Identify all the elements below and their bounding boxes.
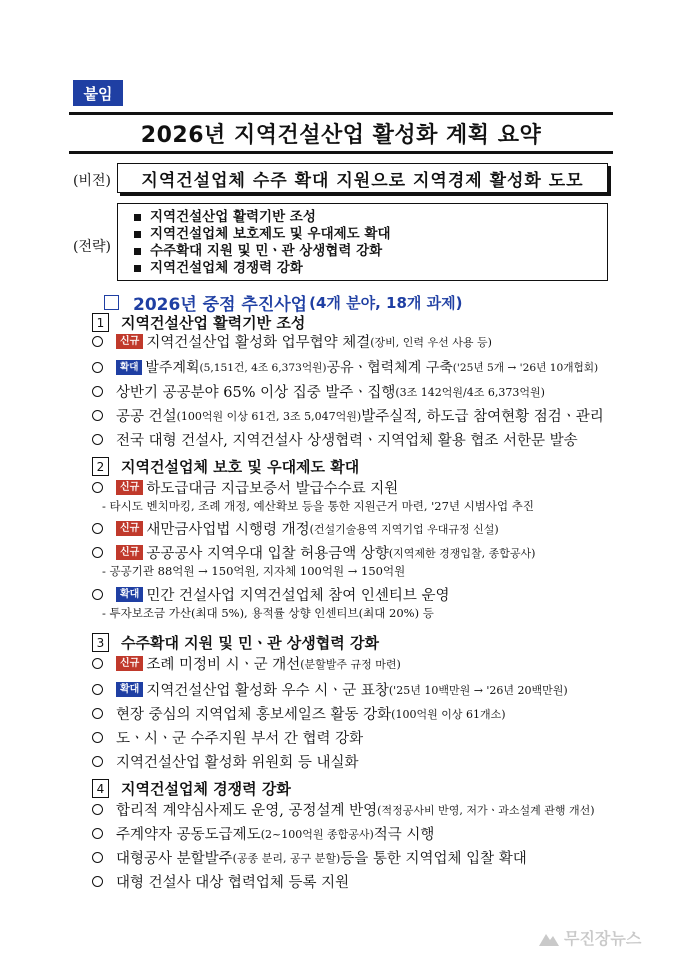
- vision-label: (비전): [73, 173, 111, 189]
- task-text: 합리적 계약심사제도 운영, 공정설계 반영: [116, 803, 378, 819]
- task-item: [92, 405, 604, 426]
- strategy-item: 지역건설업체 경쟁력 강화: [134, 260, 607, 277]
- task-item: [92, 518, 499, 539]
- task-note: (100억원 이상 61건, 3조 5,047억원): [176, 409, 362, 423]
- task-item: [92, 751, 359, 772]
- circle-bullet-icon: [92, 852, 103, 863]
- circle-bullet-icon: [92, 828, 103, 839]
- strategy-item: 지역건설산업 활력기반 조성: [134, 209, 607, 226]
- watermark-logo-icon: [538, 929, 560, 947]
- expand-badge: 확대: [116, 587, 143, 602]
- task-item: [92, 357, 598, 377]
- task-item: [92, 679, 568, 700]
- group-title: 수주확대 지원 및 민ㆍ관 상생협력 강화: [121, 634, 379, 652]
- task-item: [92, 653, 401, 674]
- task-text: 지역건설산업 활성화 위원회 등 내실화: [116, 755, 359, 771]
- square-bullet-icon: [134, 214, 141, 221]
- task-item: [92, 847, 527, 868]
- strategy-box: [117, 203, 608, 281]
- group-title: 지역건설업체 보호 및 우대제도 확대: [121, 458, 360, 476]
- task-text: 발주계획: [145, 360, 200, 376]
- expand-badge: 확대: [116, 360, 142, 375]
- task-note: (공종 분리, 공구 분할): [232, 851, 341, 865]
- circle-bullet-icon: [92, 547, 103, 558]
- task-text: 대형공사 분할발주: [116, 851, 233, 867]
- task-text: 새만금사업법 시행령 개정: [146, 522, 310, 538]
- attachment-tag: 붙임: [73, 80, 123, 106]
- task-text: 등을 통한 지역업체 입찰 확대: [340, 851, 527, 867]
- sub-detail: - 공공기관 88억원 → 150억원, 지자체 100억원 → 150억원: [102, 564, 406, 578]
- circle-bullet-icon: [92, 362, 103, 373]
- new-badge: 신규: [116, 521, 143, 536]
- square-bullet-icon: [134, 248, 141, 255]
- task-text: 상반기 공공분야 65% 이상 집중 발주ㆍ집행: [116, 385, 396, 401]
- group-heading: [92, 456, 359, 477]
- sub-detail: - 투자보조금 가산(최대 5%), 용적률 상향 인센티브(최대 20%) 등: [102, 606, 434, 620]
- task-text: 도ㆍ시ㆍ군 수주지원 부서 간 협력 강화: [116, 731, 364, 747]
- circle-bullet-icon: [92, 708, 103, 719]
- task-text: 하도급대금 지급보증서 발급수수료 지원: [146, 481, 399, 497]
- group-title: 지역건설산업 활력기반 조성: [121, 314, 306, 332]
- vision-box: 지역건설업체 수주 확대 지원으로 지역경제 활성화 도모: [117, 163, 608, 193]
- expand-badge: 확대: [116, 682, 143, 697]
- task-note: ('25년 5개 → '26년 10개협회): [452, 360, 599, 374]
- task-note: (100억원 이상 61개소): [391, 707, 506, 721]
- circle-bullet-icon: [92, 684, 103, 695]
- circle-bullet-icon: [92, 658, 103, 669]
- section-title: 2026년 중점 추진사업: [133, 295, 308, 315]
- sub-detail: - 타시도 벤치마킹, 조례 개정, 예산확보 등을 통한 지원근거 마련, '27년 시범사업 추진: [102, 499, 534, 513]
- task-item: [92, 381, 545, 402]
- task-note: (분할발주 규정 마련): [300, 657, 401, 671]
- strategy-item: 수주확대 지원 및 민ㆍ관 상생협력 강화: [134, 243, 607, 260]
- watermark: 무진장뉴스: [538, 926, 641, 949]
- group-number: 1: [92, 313, 109, 332]
- section-subtitle: (4개 분야, 18개 과제): [309, 294, 463, 312]
- circle-bullet-icon: [92, 804, 103, 815]
- group-title: 지역건설업체 경쟁력 강화: [121, 780, 291, 798]
- task-text: 현장 중심의 지역업체 홍보세일즈 활동 강화: [116, 707, 392, 723]
- task-text: 적극 시행: [373, 827, 435, 843]
- task-item: [92, 584, 450, 605]
- task-item: [92, 331, 492, 352]
- task-text: 지역건설산업 활성화 우수 시ㆍ군 표창: [146, 683, 389, 699]
- circle-bullet-icon: [92, 523, 103, 534]
- task-text: 발주실적, 하도급 참여현황 점검ㆍ관리: [361, 409, 604, 425]
- strategy-label: (전략): [73, 239, 111, 255]
- circle-bullet-icon: [92, 876, 103, 887]
- circle-bullet-icon: [92, 386, 103, 397]
- task-note: (5,151건, 4조 6,373억원): [199, 360, 327, 374]
- task-item: [92, 542, 535, 563]
- group-number: 2: [92, 457, 109, 476]
- task-text: 대형 건설사 대상 협력업체 등록 지원: [116, 875, 350, 891]
- new-badge: 신규: [116, 480, 143, 495]
- task-text: 전국 대형 건설사, 지역건설사 상생협력ㆍ지역업체 활용 협조 서한문 발송: [116, 433, 578, 449]
- new-badge: 신규: [116, 656, 143, 671]
- task-note: (건설기술용역 지역기업 우대규정 신설): [309, 522, 499, 536]
- circle-bullet-icon: [92, 410, 103, 421]
- hollow-square-icon: [104, 295, 119, 310]
- square-bullet-icon: [134, 231, 141, 238]
- page-title: 2026년 지역건설산업 활성화 계획 요약: [69, 112, 613, 154]
- group-heading: [92, 312, 305, 333]
- group-heading: [92, 632, 379, 653]
- task-note: (2~100억원 종합공사): [260, 827, 374, 841]
- new-badge: 신규: [116, 545, 143, 560]
- circle-bullet-icon: [92, 589, 103, 600]
- strategy-item: 지역건설업체 보호제도 및 우대제도 확대: [134, 226, 607, 243]
- task-note: ('25년 10백만원 → '26년 20백만원): [388, 683, 568, 697]
- task-item: [92, 727, 363, 748]
- circle-bullet-icon: [92, 732, 103, 743]
- task-item: [92, 703, 506, 724]
- new-badge: 신규: [116, 334, 143, 349]
- circle-bullet-icon: [92, 482, 103, 493]
- task-item: [92, 799, 595, 820]
- task-note: (지역제한 경쟁입찰, 종합공사): [388, 546, 536, 560]
- circle-bullet-icon: [92, 434, 103, 445]
- task-text: 조례 미정비 시ㆍ군 개선: [146, 657, 301, 673]
- square-bullet-icon: [134, 265, 141, 272]
- task-item: [92, 429, 578, 450]
- circle-bullet-icon: [92, 336, 103, 347]
- task-text: 공유ㆍ협력체계 구축: [326, 360, 453, 376]
- circle-bullet-icon: [92, 756, 103, 767]
- group-number: 3: [92, 633, 109, 652]
- task-text: 공공 건설: [116, 409, 177, 425]
- task-text: 지역건설산업 활성화 업무협약 체결: [146, 335, 371, 351]
- group-heading: [92, 778, 291, 799]
- task-note: (적정공사비 반영, 저가ㆍ과소설계 관행 개선): [377, 803, 595, 817]
- task-text: 주계약자 공동도급제도: [116, 827, 261, 843]
- task-note: (장비, 인력 우선 사용 등): [370, 335, 492, 349]
- task-item: [92, 823, 434, 844]
- task-text: 공공공사 지역우대 입찰 허용금액 상향: [146, 546, 389, 562]
- task-note: (3조 142억원/4조 6,373억원): [395, 385, 545, 399]
- task-text: 민간 건설사업 지역건설업체 참여 인센티브 운영: [146, 588, 450, 604]
- group-number: 4: [92, 779, 109, 798]
- task-item: [92, 477, 398, 498]
- task-item: [92, 871, 349, 892]
